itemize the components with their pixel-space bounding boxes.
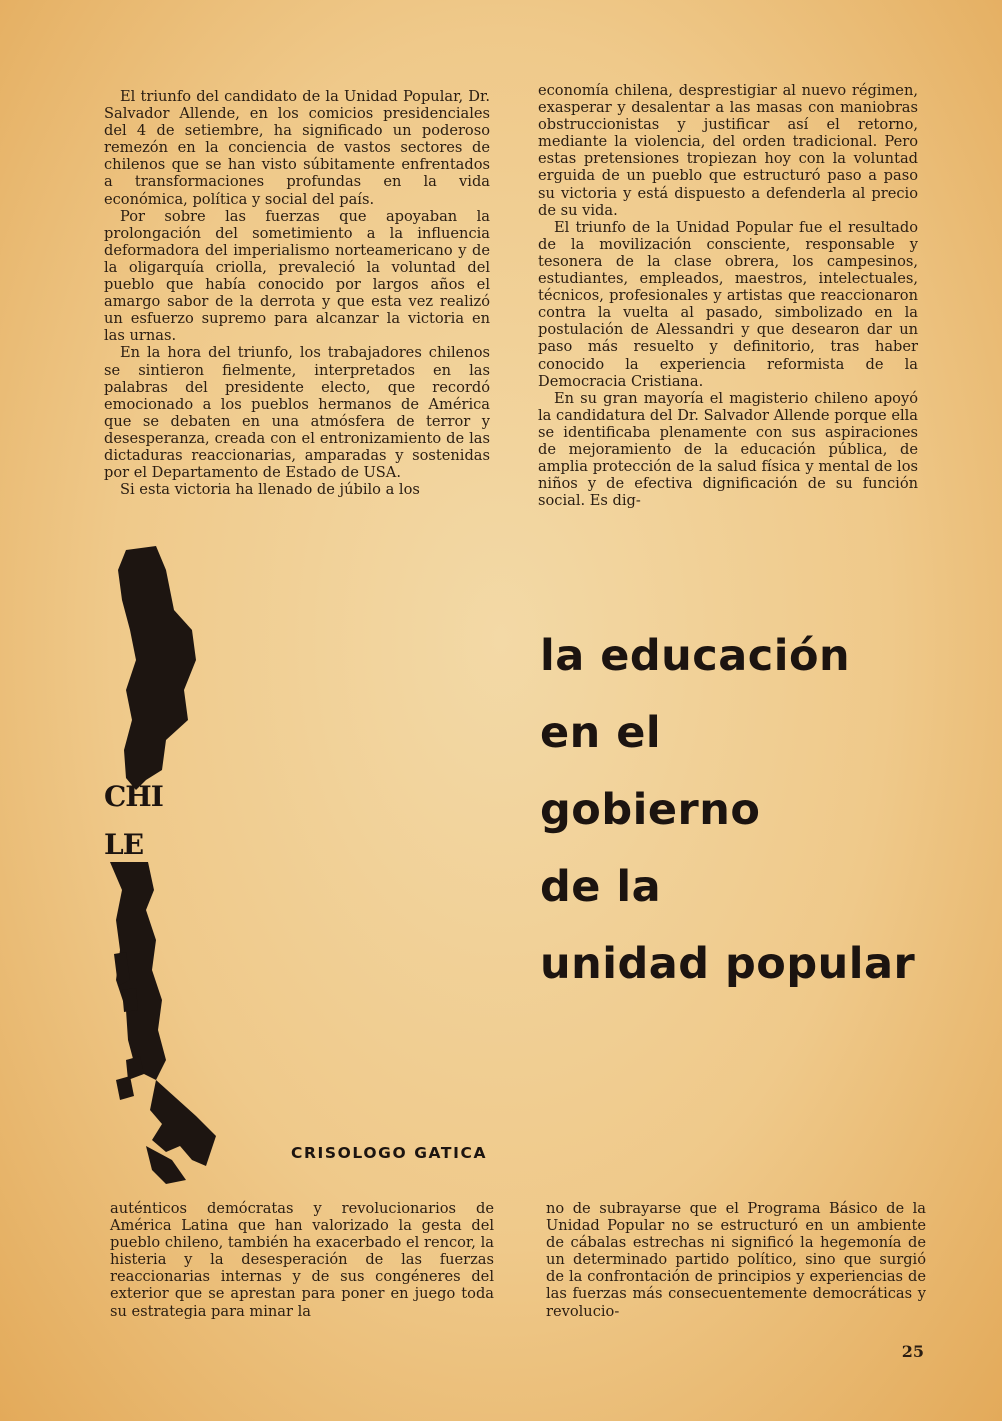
- chile-map-icon: [96, 540, 226, 1200]
- author-byline: CRISOLOGO GATICA: [291, 1144, 488, 1162]
- column-bottom-left: [110, 1200, 494, 1320]
- title-line: gobierno: [540, 785, 761, 835]
- paragraph: auténticos demócratas y revolucionarios de América Latina que han valorizado la gesta del pueblo chileno, también ha exacerbado el rencor, la histeria y la desesperación de las fuerzas reaccionarias internas y de sus congéneres del exterior que se aprestan para poner en juego toda su estrategia para minar la: [110, 1200, 494, 1320]
- paragraph: Si esta victoria ha llenado de júbilo a los: [120, 481, 420, 499]
- chile-label-bottom: LE: [104, 828, 144, 861]
- title-line: unidad popular: [540, 939, 916, 989]
- column-top-right: [538, 82, 918, 509]
- chile-label-top: CHI: [104, 780, 163, 813]
- paragraph: El triunfo del candidato de la Unidad Popular, Dr. Salvador Allende, en los comicios presidenciales del 4 de setiembre, ha significado un poderoso remezón en la conciencia de vastos sectores de chilenos que se han visto súbitamente enfrentados a transformaciones profundas en la vida económica, política y social del país.: [104, 88, 490, 208]
- paragraph: En la hora del triunfo, los trabajadores chilenos se sintieron fielmente, interpretados en las palabras del presidente electo, que recordó emocionado a los pueblos hermanos de América que se debaten en una atmósfera de terror y desesperanza, creada con el entronizamiento de las dictaduras reaccionarias, amparadas y sostenidas por el Departamento de Estado de USA.: [104, 344, 490, 482]
- article-title: [540, 618, 940, 1003]
- paragraph: no de subrayarse que el Programa Básico de la Unidad Popular no se estructuró en un ambiente de cábalas estrechas ni significó la hegemonía de un determinado partido político, sino que surgió de la confrontación de principios y experiencias de las fuerzas más consecuentemente democráticas y revolucio-: [546, 1200, 926, 1320]
- title-line: de la: [540, 862, 662, 912]
- paragraph: Por sobre las fuerzas que apoyaban la prolongación del sometimiento a la influencia deformadora del imperialismo norteamericano y de la oligarquía criolla, prevaleció la voluntad del pueblo que había conocido por largos años el amargo sabor de la derrota y que esta vez realizó un esfuerzo supremo para alcanzar la victoria en las urnas.: [104, 207, 490, 345]
- page-number: 25: [901, 1342, 924, 1361]
- column-top-left: [104, 88, 490, 498]
- paragraph: En su gran mayoría el magisterio chileno apoyó la candidatura del Dr. Salvador Allende porque ella se identificaba plenamente con sus aspiraciones de mejoramiento de la educación pública, de amplia protección de la salud física y mental de los niños y de efectiva dignificación de su función social. Es dig-: [538, 389, 918, 510]
- paragraph: El triunfo de la Unidad Popular fue el resultado de la movilización consciente, responsable y tesonera de la clase obrera, los campesinos, estudiantes, empleados, maestros, intelectuales, técnicos, profesionales y artistas que reaccionaron contra la vuelta al pasado, simbolizado en la postulación de Alessandri y que desearon dar un paso más resuelto y definitorio, tras haber conocido la experiencia reformista de la Democracia Cristiana.: [538, 218, 918, 390]
- title-line: en el: [540, 708, 662, 758]
- column-bottom-right: [546, 1200, 926, 1320]
- chile-map-illustration: [96, 540, 226, 1200]
- paragraph: economía chilena, desprestigiar al nuevo régimen, exasperar y desalentar a las masas con maniobras obstruccionistas y justificar así el retorno, mediante la violencia, del orden tradicional. Pero estas pretensiones tropiezan hoy con la voluntad erguida de un pueblo que estructuró paso a paso su victoria y está dispuesto a defenderla al precio de su vida.: [538, 82, 918, 219]
- title-line: la educación: [540, 631, 851, 681]
